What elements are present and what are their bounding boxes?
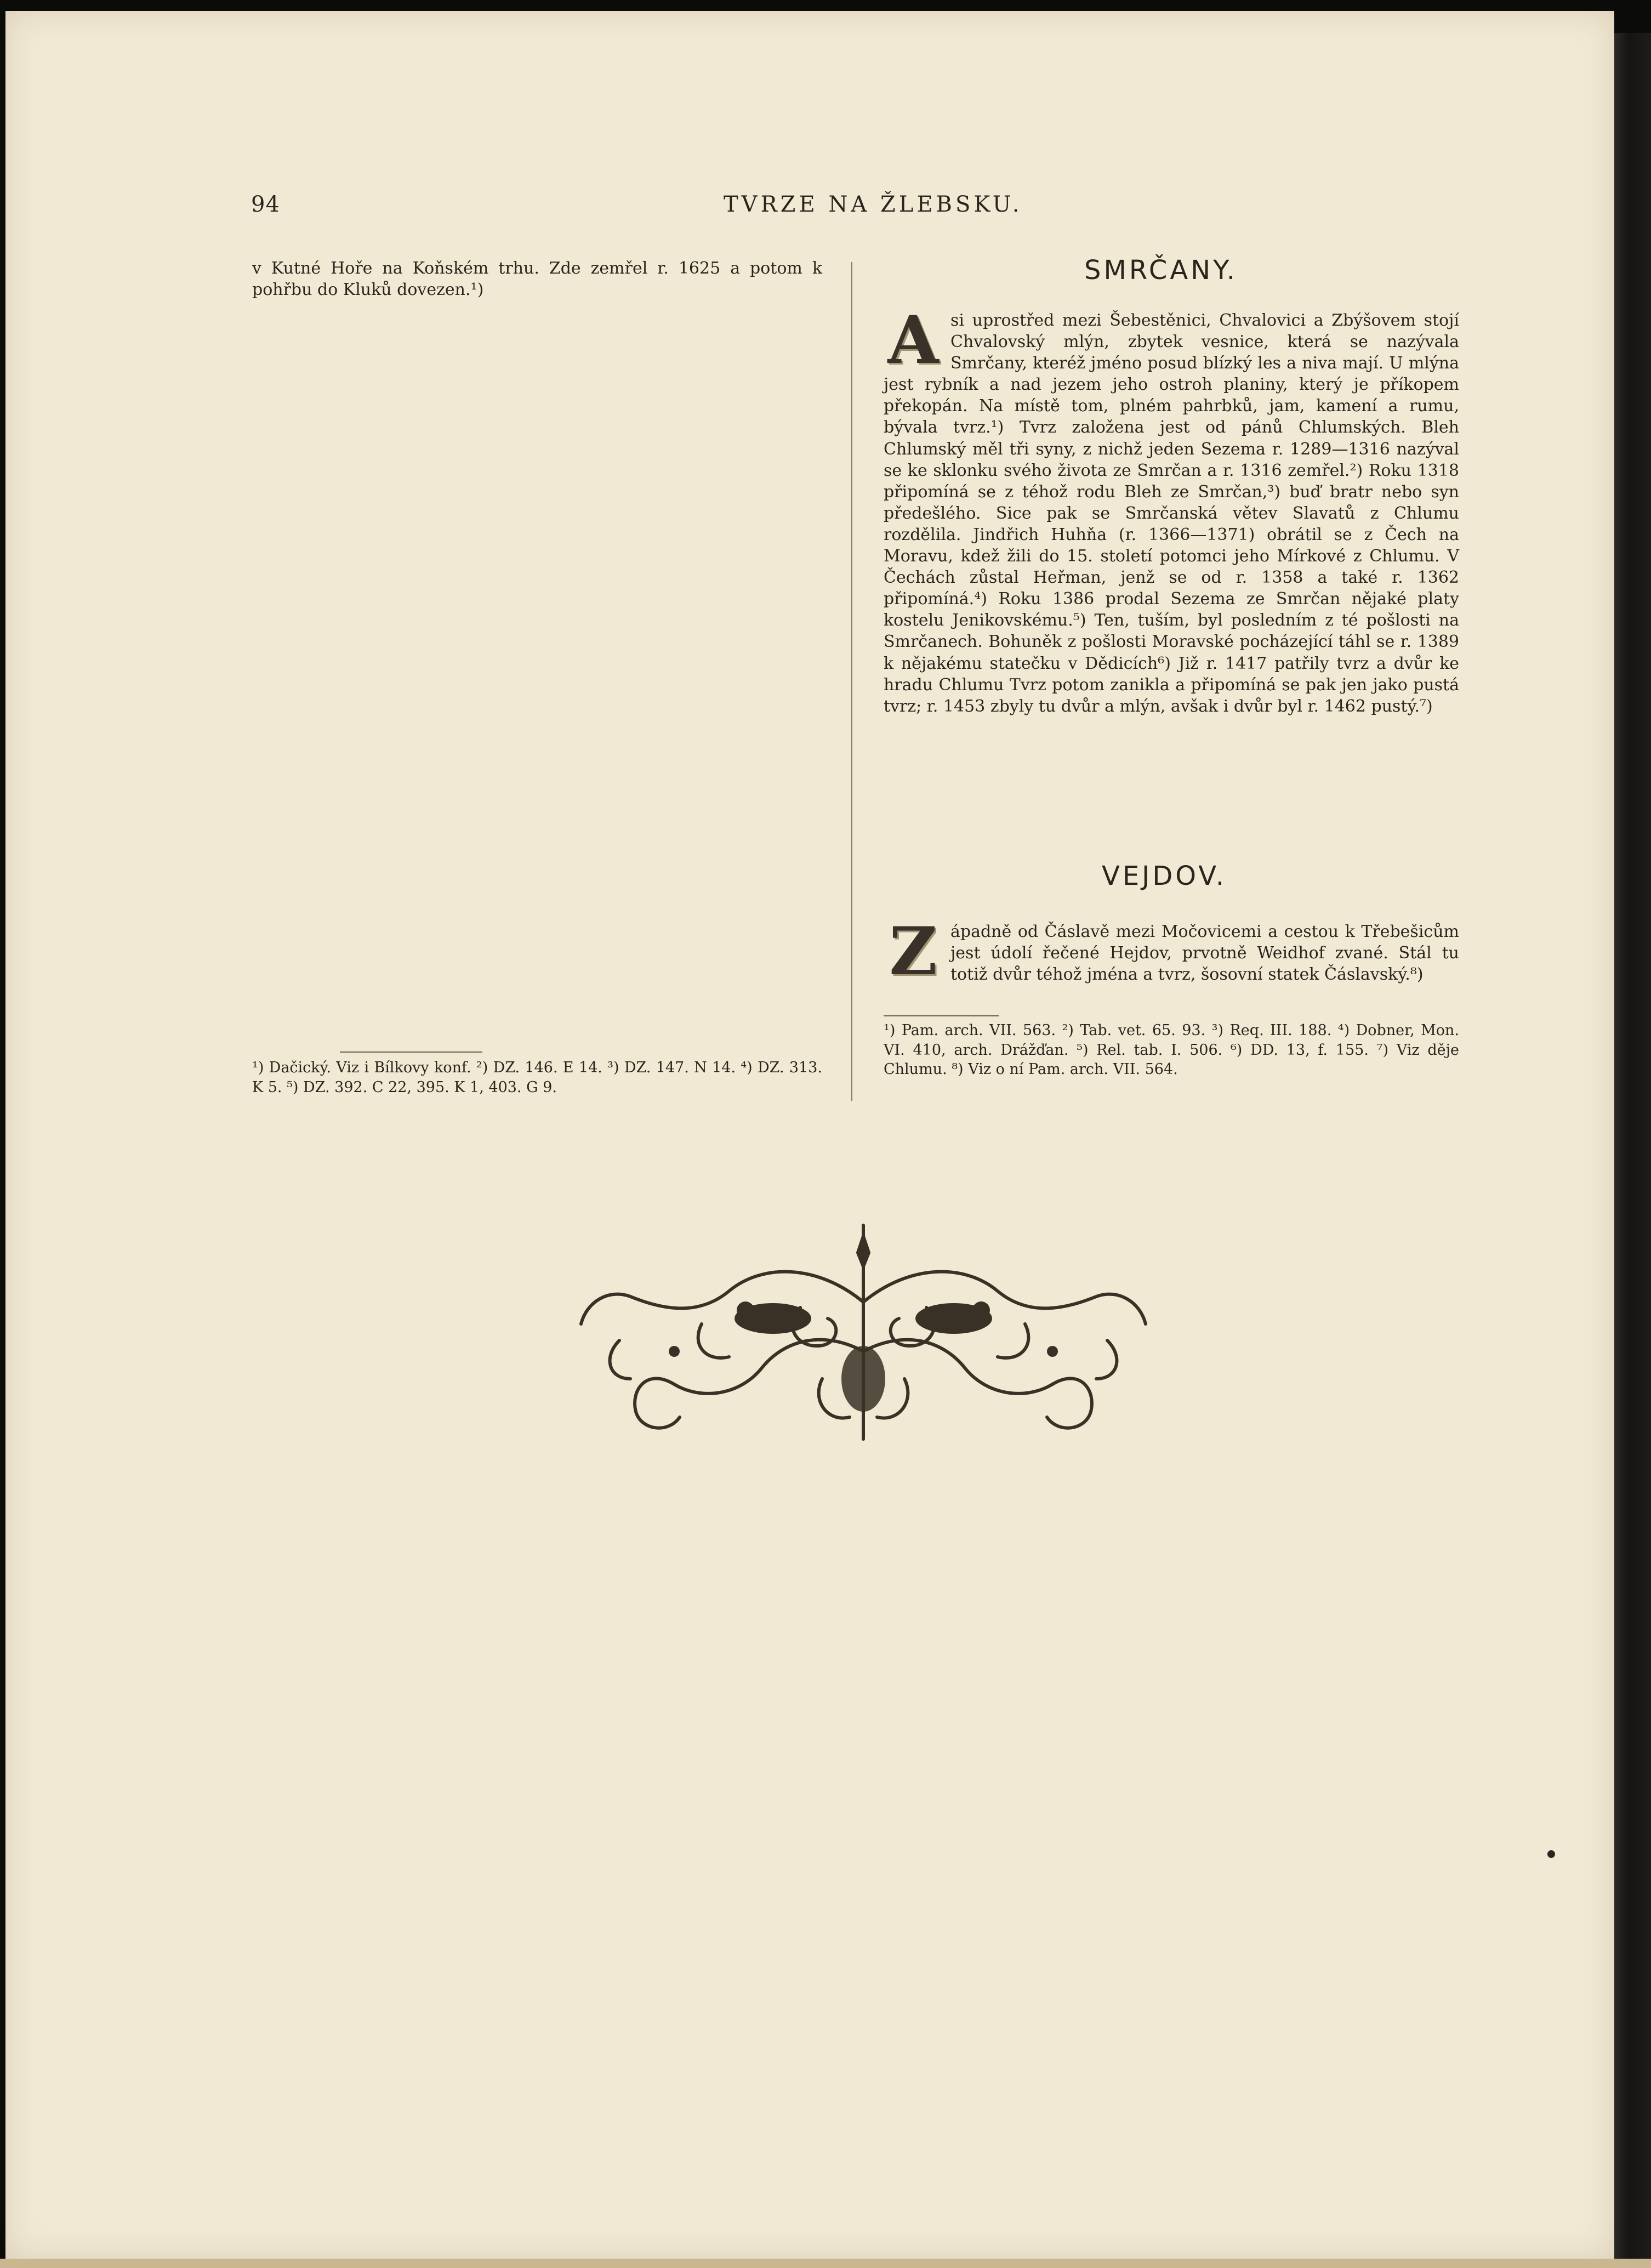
paragraph: si uprostřed mezi Šebestěnici, Chvalovici a Zbýšovem stojí Chvalovský mlýn, zbytek vesnice, která se nazývala Smrčany, kteréž jméno posud blízký les a niva mají. U mlýna jest rybník a nad jezem jeho ostroh planiny, který je příkopem překopán. Na místě tom, plném pahrbků, jam, kamení a rumu, bývala tvrz.¹) Tvrz založena jest od pánů Chlumských. Bleh Chlumský měl tři syny, z nichž jeden Sezema r. 1289—1316 nazýval se ke sklonku svého života ze Smrčan a r. 1316 zemřel.²) Roku 1318 připomíná se z téhož rodu Bleh ze Smrčan,³) buď bratr nebo syn předešlého. Sice pak se Smrčanská větev Slavatů z Chlumu rozdělila. Jindřich Huhňa (r. 1366—1371) obrátil se z Čech na Moravu, kdež žili do 15. století potomci jeho Mírkové z Chlumu. V Čechách zůstal Heřman, jenž se od r. 1358 a také r. 1362 připomíná.⁴) Roku 1386 prodal Sezema ze Smrčan nějaké platy kostelu Jenikovskému.⁵) Ten, tuším, byl posledním z té pošlosti na Smrčanech. Bohuněk z pošlosti Moravské pocházející táhl se r. 1389 k nějakému statečku v Dědicích⁶) Již r. 1417 patřily tvrz a dvůr ke hradu Chlumu Tvrz potom zanikla a připomíná se pak jen jako pustá tvrz; r. 1453 zbyly tu dvůr a mlýn, avšak i dvůr byl r. 1462 pustý.⁷) bbox=[884, 311, 1459, 716]
column-divider bbox=[851, 262, 852, 1101]
footnote-rule bbox=[340, 1051, 482, 1053]
page-number: 94 bbox=[251, 192, 280, 217]
drop-cap-z: Z bbox=[889, 913, 937, 990]
running-title: TVRZE NA ŽLEBSKU. bbox=[724, 192, 1023, 217]
section-heading-smrcany: SMRČANY. bbox=[1084, 255, 1238, 286]
scan-edge bbox=[1614, 33, 1651, 2268]
smrcany-text bbox=[884, 302, 1459, 717]
paragraph: v Kutné Hoře na Koňském trhu. Zde zemřel r. 1625 a potom k pohřbu do Kluků dovezen.¹) bbox=[252, 259, 822, 300]
footnote-rule bbox=[884, 1015, 999, 1016]
left-column bbox=[252, 258, 822, 300]
section-heading-vejdov: VEJDOV. bbox=[1102, 861, 1227, 891]
speck bbox=[1547, 1850, 1555, 1858]
paragraph: ápadně od Čáslavě mezi Močovicemi a cestou k Třebešicům jest údolí řečené Hejdov, prvotně Weidhof zvané. Stál tu totiž dvůr téhož jména a tvrz, šosovní statek Čáslavský.⁸) bbox=[950, 922, 1459, 985]
drop-cap-a: A bbox=[887, 302, 939, 379]
vejdov-text bbox=[884, 913, 1459, 990]
left-footnotes: ¹) Dačický. Viz i Bílkovy konf. ²) DZ. 146. E 14. ³) DZ. 147. N 14. ⁴) DZ. 313. K 5. ⁵) DZ. 392. C 22, 395. K 1, 403. G 9. bbox=[252, 1059, 822, 1096]
right-footnotes: ¹) Pam. arch. VII. 563. ²) Tab. vet. 65. 93. ³) Req. III. 188. ⁴) Dobner, Mon. VI. 410, arch. Drážďan. ⁵) Rel. tab. I. 506. ⁶) DD. 13, f. 155. ⁷) Viz děje Chlumu. ⁸) Viz o ní Pam. arch. VII. 564. bbox=[884, 1022, 1459, 1078]
ornamental-vignette bbox=[565, 1214, 1162, 1445]
page-bottom-edge bbox=[0, 2259, 1651, 2268]
